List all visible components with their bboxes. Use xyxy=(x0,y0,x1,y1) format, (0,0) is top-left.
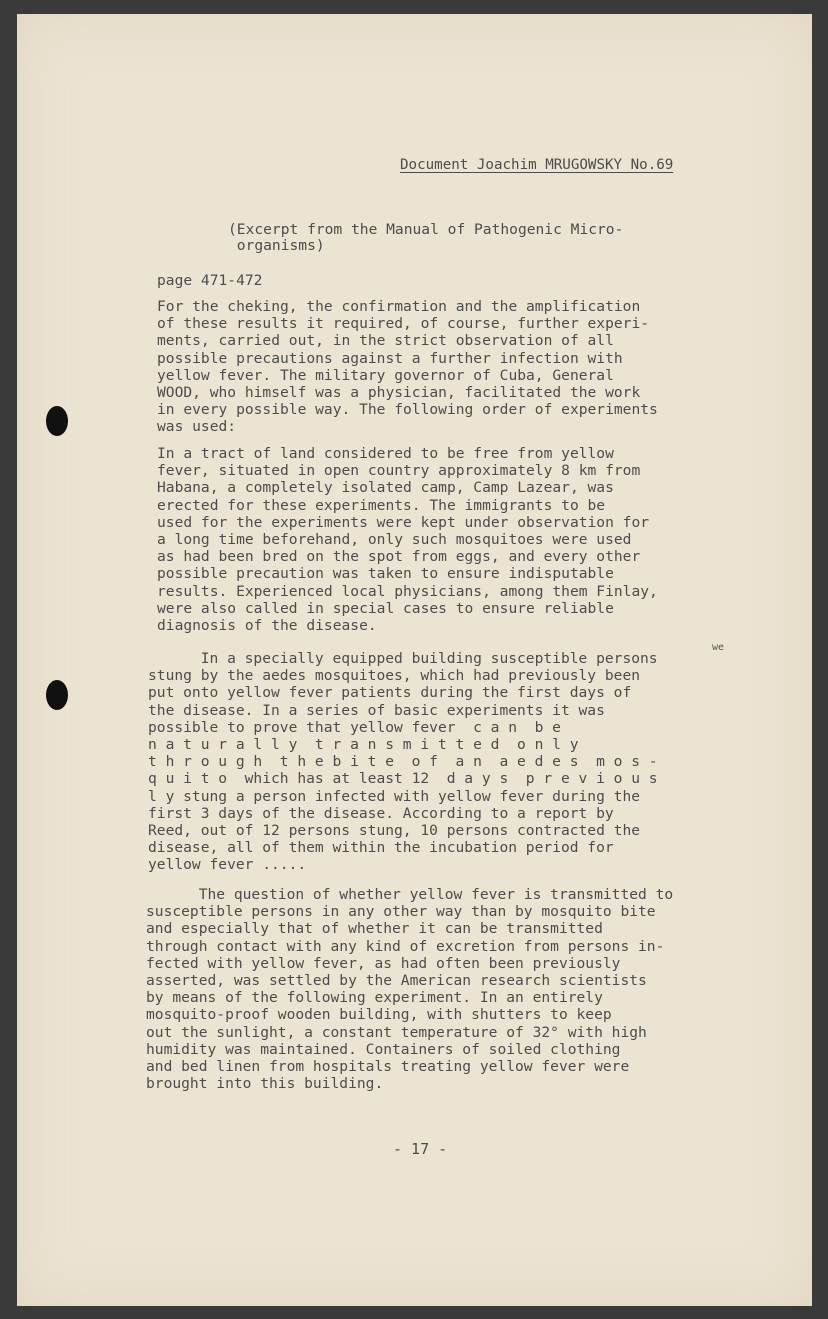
margin-note: we xyxy=(712,642,725,653)
document-reference: Document Joachim MRUGOWSKY No.69 xyxy=(400,157,674,173)
page-number: - 17 - xyxy=(393,1140,448,1158)
punch-hole-lower xyxy=(46,680,68,710)
paragraph-3: In a specially equipped building susceptible persons stung by the aedes mosquitoes, which had previously been put onto yellow fever patients during the first days of the disease. In a series of basic experiments it was possible to prove that yellow fever c a n b e n a t u r a l l y t r a n s m i t t e d o n l y t h r o u g h t h e b i t e o f a n a e d e s m o s - q u i t o which has at least 12 d a y s p r e v i o u s l y stung a person infected with yellow fever during the first 3 days of the disease. According to a report by Reed, out of 12 persons stung, 10 persons contracted the disease, all of them within the incubation period for yellow fever ..... xyxy=(148,650,658,874)
paragraph-2: In a tract of land considered to be free from yellow fever, situated in open country approximately 8 km from Habana, a completely isolated camp, Camp Lazear, was erected for these experiments. The immigrants to be used for the experiments were kept under observation for a long time beforehand, only such mosquitoes were used as had been bred on the spot from eggs, and every other possible precaution was taken to ensure indisputable results. Experienced local physicians, among them Finlay, were also called in special cases to ensure reliable diagnosis of the disease. xyxy=(157,445,658,635)
paragraph-1: For the cheking, the confirmation and the amplification of these results it required, of course, further experi- ments, carried out, in the strict observation of all possible precautions against a further infection with yellow fever. The military governor of Cuba, General WOOD, who himself was a physician, facilitated the work in every possible way. The following order of experiments was used: xyxy=(157,298,658,436)
punch-hole-upper xyxy=(46,406,68,436)
page-reference: page 471-472 xyxy=(157,272,263,289)
excerpt-title: (Excerpt from the Manual of Pathogenic Micro- organisms) xyxy=(228,221,624,254)
paragraph-4: The question of whether yellow fever is transmitted to susceptible persons in any other way than by mosquito bite and especially that of whether it can be transmitted through contact with any kind of excretion from persons in- fected with yellow fever, as had often been previously asserted, was settled by the American research scientists by means of the following experiment. In an entirely mosquito-proof wooden building, with shutters to keep out the sunlight, a constant temperature of 32° with high humidity was maintained. Containers of soiled clothing and bed linen from hospitals treating yellow fever were brought into this building. xyxy=(146,886,674,1093)
